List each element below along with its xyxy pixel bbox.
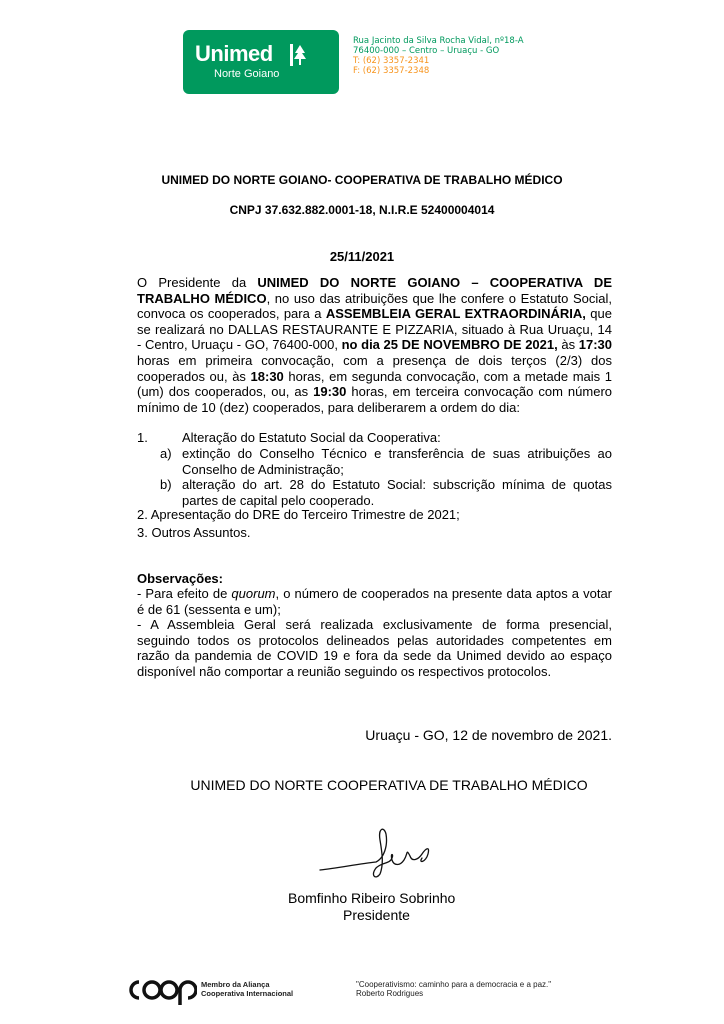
observation-1	[137, 586, 612, 617]
document-title: UNIMED DO NORTE GOIANO- COOPERATIVA DE TRABALHO MÉDICO	[161, 173, 563, 187]
para-bold: 18:30	[250, 368, 284, 384]
para-text: horas em primeira convocação, com a presença de dois terços (2/3) dos cooperados ou, às	[137, 352, 612, 384]
signer-name: Bomfinho Ribeiro Sobrinho	[288, 890, 456, 906]
para-bold: 19:30	[313, 384, 347, 400]
agenda-item-text: Alteração do Estatuto Social da Cooperativa:	[182, 430, 441, 445]
organization-signature-line: UNIMED DO NORTE COOPERATIVA DE TRABALHO MÉDICO	[190, 777, 588, 793]
alliance-line: Membro da Aliança	[201, 980, 270, 989]
agenda-item-2: 2. Apresentação do DRE do Terceiro Trimestre de 2021;	[137, 507, 460, 522]
agenda-item-number: 1.	[137, 430, 148, 445]
para-text: , no uso das atribuições que lhe confere o Estatuto Social, convoca os cooperados, para a	[137, 290, 612, 322]
logo-subtitle: Norte Goiano	[214, 68, 280, 80]
para-text: O Presidente da	[137, 275, 258, 290]
signer-role: Presidente	[343, 907, 410, 923]
para-bold: UNIMED DO NORTE GOIANO – COOPERATIVA DE TRABALHO MÉDICO	[137, 275, 612, 306]
para-text: que se realizará no DALLAS RESTAURANTE E PIZZARIA, situado à Rua Uruaçu, 14 - Centro, Uruaçu - GO, 76400-000,	[137, 306, 613, 353]
contact-block	[353, 36, 524, 76]
para-bold: 17:30	[578, 337, 612, 353]
subitem-text: extinção do Conselho Técnico e transferência de suas atribuições ao Conselho de Administração;	[182, 446, 612, 477]
contact-address: Rua Jacinto da Silva Rocha Vidal, nº18-A	[353, 36, 524, 46]
contact-fax: F: (62) 3357-2348	[353, 66, 430, 76]
obs-text: - Para efeito de	[137, 586, 232, 601]
logo-name: Unimed	[195, 41, 273, 66]
coop-logo	[125, 974, 197, 1006]
agenda-item-3: 3. Outros Assuntos.	[137, 525, 251, 540]
alliance-line: Cooperativa Internacional	[201, 989, 294, 998]
obs-text: , o número de cooperados na presente data aptos a votar é de 61 (sessenta e um);	[137, 586, 612, 617]
contact-phone: T: (62) 3357-2341	[353, 56, 430, 66]
para-text: horas, em segunda convocação, com a metade mais 1 (um) dos cooperados, ou, as	[137, 368, 613, 400]
observation-2: - A Assembleia Geral será realizada exclusivamente de forma presencial, seguindo todos os protocolos delineados pelas autoridades competentes em razão da pandemia de COVID 19 e fora da sede da Unimed devido ao espaço disponível não comportar a reunião seguindo os respectivos protocolos.	[137, 617, 612, 679]
subitem-letter: a)	[160, 446, 172, 461]
observations-heading: Observações:	[137, 571, 223, 586]
convocation-paragraph	[137, 275, 612, 415]
cooperativism-quote	[356, 980, 551, 998]
subitem-text: alteração do art. 28 do Estatuto Social: subscrição mínima de quotas partes de capital pelo cooperado.	[182, 477, 612, 508]
place-and-date: Uruaçu - GO, 12 de novembro de 2021.	[365, 727, 612, 743]
para-text: horas, em terceira convocação com número mínimo de 10 (dez) cooperados, para deliberarem a ordem do dia:	[137, 384, 612, 415]
subitem-letter: b)	[160, 477, 172, 492]
unimed-logo	[183, 30, 339, 94]
obs-italic: quorum	[231, 586, 276, 601]
para-bold: ASSEMBLEIA GERAL EXTRAORDINÁRIA,	[325, 306, 586, 322]
handwritten-signature	[318, 818, 438, 888]
agenda-subitem-b	[160, 477, 612, 508]
agenda-subitem-a	[160, 446, 612, 477]
registration-line: CNPJ 37.632.882.0001-18, N.I.R.E 52400004014	[229, 203, 495, 217]
para-text: às	[557, 337, 579, 353]
quote-text: "Cooperativismo: caminho para a democracia e a paz."	[356, 980, 552, 989]
quote-author: Roberto Rodrigues	[356, 989, 424, 998]
contact-city: 76400-000 – Centro – Uruaçu - GO	[353, 46, 500, 56]
alliance-member-text	[201, 980, 293, 998]
unimed-tree-icon	[287, 42, 313, 68]
para-bold: no dia 25 DE NOVEMBRO DE 2021,	[341, 337, 558, 353]
document-date: 25/11/2021	[329, 249, 395, 264]
